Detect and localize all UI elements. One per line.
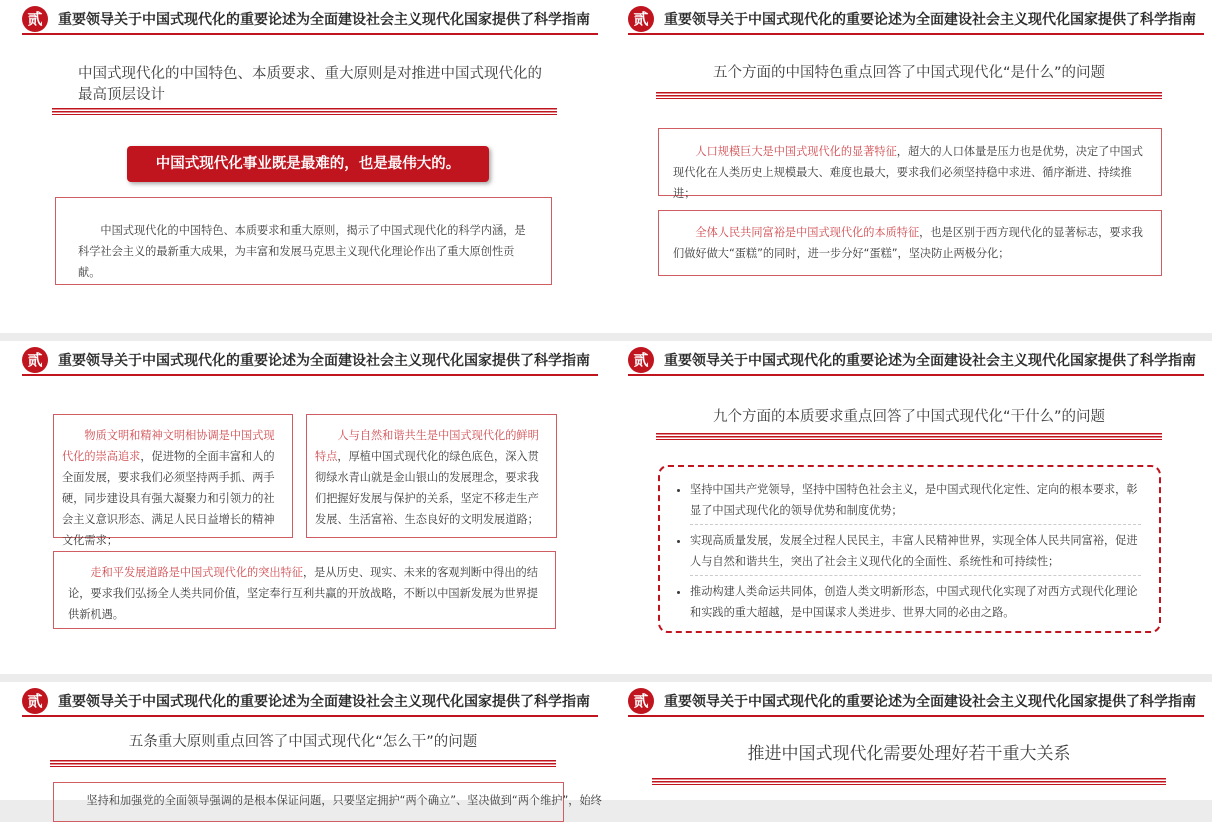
feature-text: ，厚植中国式现代化的绿色底色，深入贯彻绿水青山就是金山银山的发展理念，要求我们把握好发展与保护的关系，坚定不移走生产发展、生活富裕、生态良好的文明发展道路； — [315, 450, 539, 526]
feature-text: ，促进物的全面丰富和人的全面发展，要求我们必须坚持两手抓、两手硬，同步建设具有强大凝聚力和引领力的社会主义意识形态、满足人民日益增长的精神文化需求； — [62, 450, 275, 547]
header-title: 重要领导关于中国式现代化的重要论述为全面建设社会主义现代化国家提供了科学指南 — [58, 353, 590, 369]
feature-box-3 — [53, 551, 556, 629]
feature-box-2 — [306, 414, 557, 538]
item-separator — [690, 524, 1141, 525]
feature-highlight: 人与自然和谐共生是中国式现代化的鲜明特点 — [315, 429, 539, 463]
slide-4[interactable] — [606, 341, 1212, 674]
header-line — [22, 715, 598, 717]
header-title: 重要领导关于中国式现代化的重要论述为全面建设社会主义现代化国家提供了科学指南 — [664, 12, 1196, 28]
feature-highlight: 全体人民共同富裕是中国式现代化的本质特征 — [695, 226, 920, 239]
header-line — [628, 33, 1204, 35]
slide-header — [0, 341, 606, 381]
feature-box-1 — [658, 128, 1162, 200]
divider-stripe — [52, 108, 557, 115]
content-box — [53, 782, 602, 822]
header-line — [22, 374, 598, 376]
section-badge: 贰 — [628, 6, 654, 32]
slide-header — [606, 341, 1212, 381]
section-badge: 贰 — [22, 6, 48, 32]
section-badge: 贰 — [22, 688, 48, 714]
requirements-box — [658, 465, 1161, 633]
section-badge: 贰 — [628, 688, 654, 714]
header-title: 重要领导关于中国式现代化的重要论述为全面建设社会主义现代化国家提供了科学指南 — [664, 353, 1196, 369]
list-item: • 推动构建人类命运共同体，创造人类文明新形态，中国式现代化实现了对西方式现代化理论和实践的重大超越，是中国谋求人类进步、世界大同的必由之路。 — [690, 581, 1141, 623]
list-item: • 实现高质量发展，发展全过程人民民主，丰富人民精神世界，实现全体人民共同富裕，促进人与自然和谐共生，突出了社会主义现代化的全面性、系统性和可持续性； — [690, 530, 1141, 572]
content-text: 中国式现代化的中国特色、本质要求和重大原则，揭示了中国式现代化的科学内涵，是科学社会主义的最新重大成果，为丰富和发展马克思主义现代化理论作出了重大原创性贡献。 — [78, 224, 526, 279]
slide-5[interactable] — [0, 682, 606, 807]
divider-stripe — [656, 433, 1162, 440]
section-badge: 贰 — [22, 347, 48, 373]
highlight-banner: 中国式现代化事业既是最难的，也是最伟大的。 — [127, 146, 489, 182]
feature-text: ，是从历史、现实、未来的客观判断中得出的结论，要求我们弘扬全人类共同价值，坚定奉行互利共赢的开放战略，不断以中国新发展为世界提供新机遇。 — [68, 566, 538, 621]
feature-highlight: 走和平发展道路是中国式现代化的突出特征 — [90, 566, 303, 579]
section-badge: 贰 — [628, 347, 654, 373]
list-item: • 坚持中国共产党领导，坚持中国特色社会主义，是中国式现代化定性、定向的根本要求，彰显了中国式现代化的领导优势和制度优势； — [690, 479, 1141, 521]
slide-header — [0, 0, 606, 40]
divider-stripe — [656, 92, 1162, 99]
divider-stripe — [652, 778, 1166, 785]
content-text: 坚持和加强党的全面领导强调的是根本保证问题，只要坚定拥护“两个确立”、坚决做到“两个维护”，始终 — [86, 794, 602, 807]
slide-6[interactable] — [606, 682, 1212, 800]
slide-subtitle: 五个方面的中国特色重点回答了中国式现代化“是什么”的问题 — [712, 65, 1106, 81]
feature-box-1 — [53, 414, 293, 547]
header-title: 重要领导关于中国式现代化的重要论述为全面建设社会主义现代化国家提供了科学指南 — [58, 12, 590, 28]
item-separator — [690, 575, 1141, 576]
slide-2[interactable] — [606, 0, 1212, 333]
slide-header — [606, 0, 1212, 40]
feature-text: ，也是区别于西方现代化的显著标志，要求我们做好做大“蛋糕”的同时，进一步分好“蛋糕”，坚决防止两极分化； — [673, 226, 1143, 260]
feature-text: ，超大的人口体量是压力也是优势，决定了中国式现代化在人类历史上规模最大、难度也最大，要求我们必须坚持稳中求进、循序渐进、持续推进； — [673, 145, 1143, 200]
slide-subtitle: 推进中国式现代化需要处理好若干重大关系 — [747, 744, 1071, 764]
content-box — [55, 197, 552, 285]
feature-highlight: 物质文明和精神文明相协调是中国式现代化的崇高追求 — [62, 429, 275, 463]
slide-subtitle: 中国式现代化的中国特色、本质要求、重大原则是对推进中国式现代化的最高顶层设计 — [78, 66, 542, 103]
slide-3[interactable] — [0, 341, 606, 674]
header-line — [22, 33, 598, 35]
feature-highlight: 人口规模巨大是中国式现代化的显著特征 — [695, 145, 897, 158]
slide-subtitle: 五条重大原则重点回答了中国式现代化“怎么干”的问题 — [128, 734, 478, 750]
divider-stripe — [50, 760, 556, 767]
slide-subtitle: 九个方面的本质要求重点回答了中国式现代化“干什么”的问题 — [712, 409, 1106, 425]
feature-box-2 — [658, 210, 1162, 276]
slide-1[interactable] — [0, 0, 606, 333]
header-title: 重要领导关于中国式现代化的重要论述为全面建设社会主义现代化国家提供了科学指南 — [664, 694, 1196, 710]
slide-header — [0, 682, 606, 722]
header-line — [628, 715, 1204, 717]
slide-header — [606, 682, 1212, 722]
header-title: 重要领导关于中国式现代化的重要论述为全面建设社会主义现代化国家提供了科学指南 — [58, 694, 590, 710]
header-line — [628, 374, 1204, 376]
